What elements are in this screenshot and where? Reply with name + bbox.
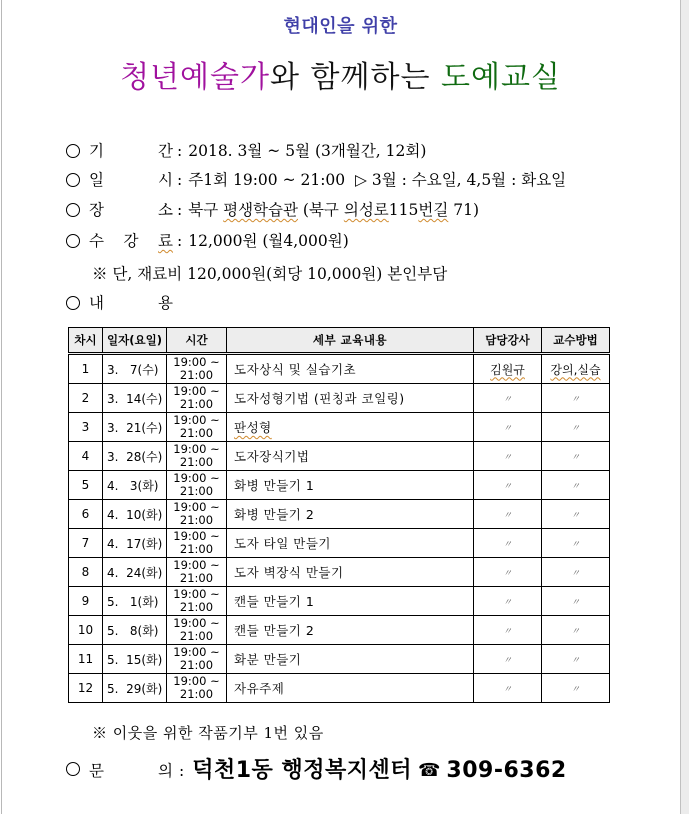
cell-date: 4. 17(화): [103, 529, 167, 558]
cell-instructor: 〃: [474, 529, 542, 558]
cell-instructor: 〃: [474, 616, 542, 645]
table-row: [69, 674, 610, 703]
cell-time: 19:00 ~ 21:00: [167, 384, 227, 413]
table-row: [69, 471, 610, 500]
inquiry-organization: 덕천1동 행정복지센터: [192, 758, 412, 783]
cell-time: 19:00 ~ 21:00: [167, 500, 227, 529]
schedule-table: [68, 327, 610, 703]
cell-method: 〃: [542, 587, 610, 616]
cell-instructor: 〃: [474, 471, 542, 500]
cell-time: 19:00 ~ 21:00: [167, 354, 227, 384]
title-with-together: 와 함께하는: [270, 60, 441, 95]
info-fee: 수 강 료 : 12,000원 (월4,000원): [66, 231, 349, 251]
cell-content: 도자상식 및 실습기초: [227, 354, 474, 384]
info-place: 장 소 : 북구 평생학습관 (북구 의성로115번길 71): [66, 200, 479, 220]
cell-time: 19:00 ~ 21:00: [167, 529, 227, 558]
cell-content: 화병 만들기 1: [227, 471, 474, 500]
info-schedule-label: 일 시: [89, 171, 173, 189]
cell-instructor: 〃: [474, 384, 542, 413]
table-row: [69, 645, 610, 674]
info-schedule: 일 시 : 주1회 19:00 ~ 21:00 ▷ 3월 : 수요일, 4,5월 : 화요일: [66, 170, 566, 190]
cell-method: 〃: [542, 413, 610, 442]
table-row: [69, 587, 610, 616]
cell-content: 캔들 만들기 2: [227, 616, 474, 645]
header-date: 일자(요일): [103, 328, 167, 354]
cell-date: 3. 7(수): [103, 354, 167, 384]
cell-method: 〃: [542, 442, 610, 471]
cell-session: 9: [69, 587, 103, 616]
cell-date: 4. 10(화): [103, 500, 167, 529]
cell-time: 19:00 ~ 21:00: [167, 471, 227, 500]
circle-bullet-icon: [66, 762, 80, 776]
info-content: [66, 293, 173, 313]
table-header-row: [69, 328, 610, 354]
cell-date: 3. 21(수): [103, 413, 167, 442]
page-left-edge: [1, 0, 2, 814]
donation-footnote: ※ 이웃을 위한 작품기부 1번 있음: [92, 724, 324, 742]
info-fee-value: 12,000원 (월4,000원): [188, 232, 349, 250]
cell-date: 5. 8(화): [103, 616, 167, 645]
cell-instructor: 〃: [474, 500, 542, 529]
cell-session: 10: [69, 616, 103, 645]
cell-content: 도자성형기법 (핀칭과 코일링): [227, 384, 474, 413]
cell-content: 판성형: [227, 413, 474, 442]
cell-method: 〃: [542, 558, 610, 587]
cell-content: 캔들 만들기 1: [227, 587, 474, 616]
cell-method: 〃: [542, 500, 610, 529]
info-content-label: 내 용: [89, 294, 173, 312]
cell-content: 자유주제: [227, 674, 474, 703]
table-row: [69, 384, 610, 413]
cell-time: 19:00 ~ 21:00: [167, 442, 227, 471]
title-pottery-class: 도예교실: [440, 60, 561, 95]
circle-bullet-icon: [66, 144, 80, 158]
cell-session: 7: [69, 529, 103, 558]
cell-session: 3: [69, 413, 103, 442]
inquiry-label: 문 의: [89, 762, 173, 780]
cell-date: 4. 3(화): [103, 471, 167, 500]
info-period: 기 간 : 2018. 3월 ~ 5월 (3개월간, 12회): [66, 141, 426, 161]
cell-method: 〃: [542, 645, 610, 674]
inquiry-phone-number: 309-6362: [446, 758, 567, 783]
document-subtitle: 현대인을 위한: [283, 16, 398, 37]
header-session: 차시: [69, 328, 103, 354]
cell-session: 6: [69, 500, 103, 529]
cell-session: 11: [69, 645, 103, 674]
header-method: 교수방법: [542, 328, 610, 354]
telephone-icon: ☎: [417, 760, 441, 781]
cell-time: 19:00 ~ 21:00: [167, 674, 227, 703]
cell-instructor: 김원규: [474, 354, 542, 384]
cell-date: 3. 28(수): [103, 442, 167, 471]
page-outside-area: [681, 0, 689, 814]
info-period-value: 2018. 3월 ~ 5월 (3개월간, 12회): [188, 142, 427, 160]
cell-content: 도자장식기법: [227, 442, 474, 471]
cell-date: 4. 24(화): [103, 558, 167, 587]
cell-time: 19:00 ~ 21:00: [167, 558, 227, 587]
cell-session: 2: [69, 384, 103, 413]
cell-session: 1: [69, 354, 103, 384]
cell-time: 19:00 ~ 21:00: [167, 645, 227, 674]
info-fee-label: 수 강 료: [89, 232, 173, 250]
cell-date: 5. 15(화): [103, 645, 167, 674]
cell-date: 5. 1(화): [103, 587, 167, 616]
circle-bullet-icon: [66, 173, 80, 187]
table-row: [69, 413, 610, 442]
cell-instructor: 〃: [474, 413, 542, 442]
cell-content: 도자 벽장식 만들기: [227, 558, 474, 587]
cell-instructor: 〃: [474, 587, 542, 616]
cell-method: 〃: [542, 529, 610, 558]
table-row: [69, 558, 610, 587]
table-row: [69, 529, 610, 558]
cell-method: 〃: [542, 616, 610, 645]
cell-instructor: 〃: [474, 645, 542, 674]
cell-instructor: 〃: [474, 674, 542, 703]
info-place-value: 북구 평생학습관 (북구 의성로115번길 71): [188, 201, 480, 219]
table-row: [69, 500, 610, 529]
cell-content: 화분 만들기: [227, 645, 474, 674]
header-instructor: 담당강사: [474, 328, 542, 354]
cell-time: 19:00 ~ 21:00: [167, 413, 227, 442]
cell-instructor: 〃: [474, 558, 542, 587]
title-young-artists: 청년예술가: [120, 60, 270, 95]
table-row: [69, 442, 610, 471]
cell-instructor: 〃: [474, 442, 542, 471]
inquiry-line: 문 의 : 덕천1동 행정복지센터 ☎ 309-6362: [66, 753, 567, 784]
cell-date: 3. 14(수): [103, 384, 167, 413]
document-title: [0, 52, 681, 96]
circle-bullet-icon: [66, 203, 80, 217]
cell-method: 강의,실습: [542, 354, 610, 384]
info-period-label: 기 간: [89, 142, 173, 160]
table-row: [69, 354, 610, 384]
cell-date: 5. 29(화): [103, 674, 167, 703]
circle-bullet-icon: [66, 234, 80, 248]
cell-session: 5: [69, 471, 103, 500]
cell-session: 4: [69, 442, 103, 471]
cell-method: 〃: [542, 384, 610, 413]
header-time: 시간: [167, 328, 227, 354]
cell-time: 19:00 ~ 21:00: [167, 587, 227, 616]
cell-session: 12: [69, 674, 103, 703]
material-fee-note: ※ 단, 재료비 120,000원(회당 10,000원) 본인부담: [92, 265, 448, 283]
cell-method: 〃: [542, 674, 610, 703]
cell-time: 19:00 ~ 21:00: [167, 616, 227, 645]
info-schedule-value: 주1회 19:00 ~ 21:00 ▷ 3월 : 수요일, 4,5월 : 화요일: [188, 171, 567, 189]
circle-bullet-icon: [66, 296, 80, 310]
cell-content: 도자 타일 만들기: [227, 529, 474, 558]
cell-method: 〃: [542, 471, 610, 500]
cell-content: 화병 만들기 2: [227, 500, 474, 529]
table-row: [69, 616, 610, 645]
info-place-label: 장 소: [89, 201, 173, 219]
cell-session: 8: [69, 558, 103, 587]
header-content: 세부 교육내용: [227, 328, 474, 354]
